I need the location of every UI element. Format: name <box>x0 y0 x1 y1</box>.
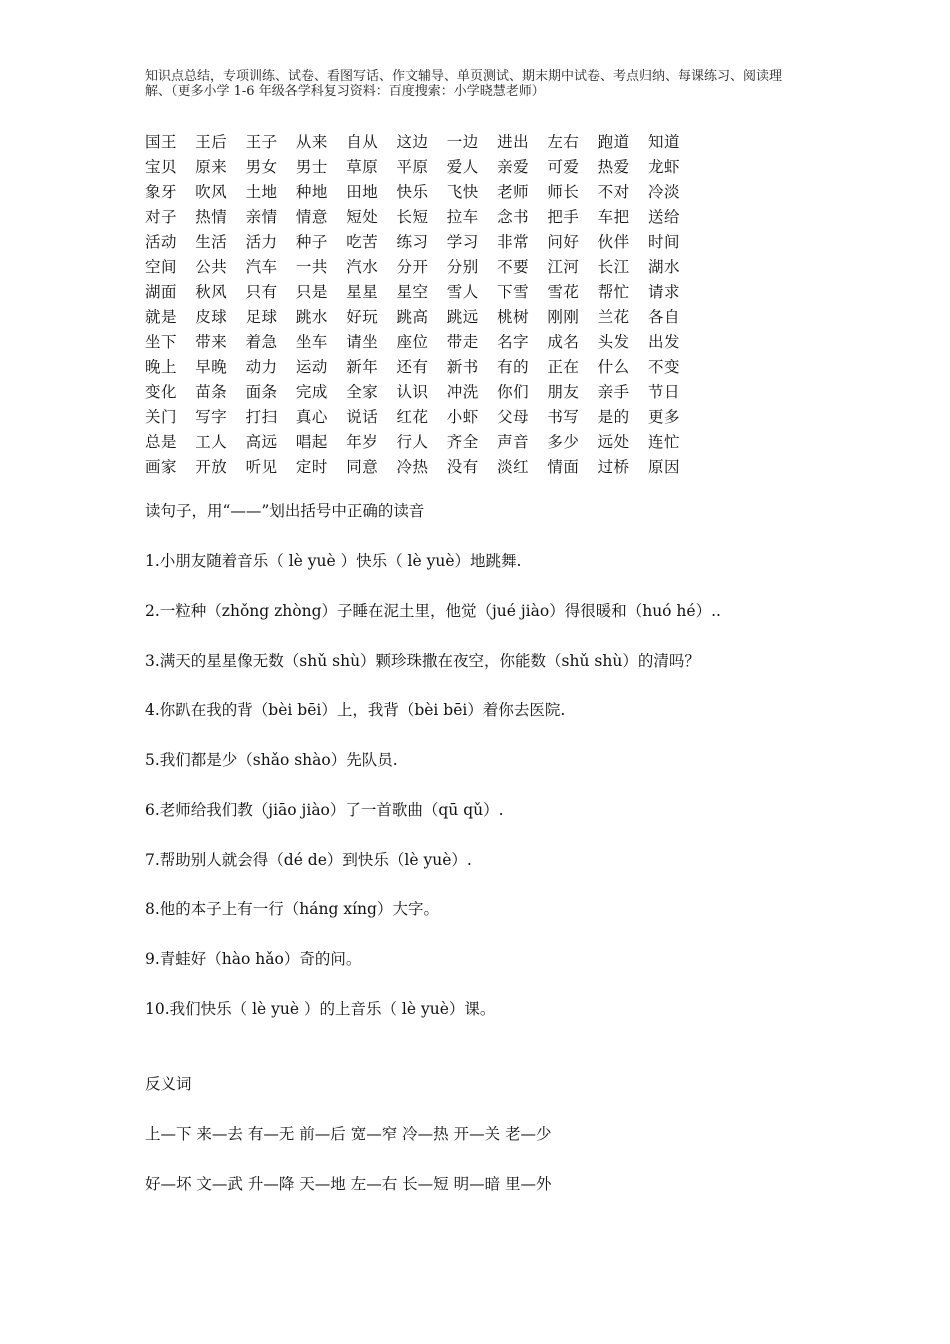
vocabulary-word: 车把 <box>597 207 630 226</box>
section-title-pronunciation: 读句子，用“——”划出括号中正确的读音 <box>145 502 425 520</box>
vocabulary-word: 工人 <box>195 432 228 451</box>
vocabulary-word: 朋友 <box>547 382 580 401</box>
vocabulary-word: 进出 <box>497 132 530 151</box>
vocabulary-word: 请求 <box>647 282 680 301</box>
vocabulary-word: 头发 <box>597 332 630 351</box>
vocabulary-word: 田地 <box>346 182 379 201</box>
vocabulary-word: 左右 <box>547 132 580 151</box>
vocabulary-word: 种子 <box>295 232 328 251</box>
vocabulary-word: 宝贝 <box>145 157 178 176</box>
vocabulary-word: 象牙 <box>145 182 178 201</box>
word-row <box>145 178 705 203</box>
vocabulary-word: 男士 <box>295 157 328 176</box>
vocabulary-word: 知道 <box>647 132 680 151</box>
vocabulary-word: 只有 <box>245 282 278 301</box>
vocabulary-word: 不要 <box>497 257 530 276</box>
vocabulary-word: 写字 <box>195 407 228 426</box>
vocabulary-word: 声音 <box>497 432 530 451</box>
word-row <box>145 128 705 153</box>
vocabulary-word: 一共 <box>295 257 328 276</box>
vocabulary-word: 连忙 <box>647 432 680 451</box>
vocabulary-word: 冷淡 <box>647 182 680 201</box>
vocabulary-word: 可爱 <box>547 157 580 176</box>
vocabulary-word: 平原 <box>396 157 429 176</box>
antonym-line: 好—坏 文—武 升—降 天—地 左—右 长—短 明—暗 里—外 <box>145 1175 552 1193</box>
vocabulary-word: 动力 <box>245 357 278 376</box>
vocabulary-word: 齐全 <box>446 432 479 451</box>
vocabulary-word: 男女 <box>245 157 278 176</box>
vocabulary-word: 成名 <box>547 332 580 351</box>
vocabulary-word: 过桥 <box>597 457 630 476</box>
vocabulary-word: 多少 <box>547 432 580 451</box>
vocabulary-word: 分别 <box>446 257 479 276</box>
vocabulary-word: 书写 <box>547 407 580 426</box>
vocabulary-word: 跳远 <box>446 307 479 326</box>
vocabulary-word: 是的 <box>597 407 630 426</box>
vocabulary-word: 非常 <box>497 232 530 251</box>
vocabulary-word: 这边 <box>396 132 429 151</box>
vocabulary-word: 定时 <box>295 457 328 476</box>
vocabulary-word: 晚上 <box>145 357 178 376</box>
vocabulary-word: 亲情 <box>245 207 278 226</box>
vocabulary-word: 土地 <box>245 182 278 201</box>
vocabulary-word: 开放 <box>195 457 228 476</box>
vocabulary-word: 念书 <box>497 207 530 226</box>
vocabulary-word: 面条 <box>245 382 278 401</box>
vocabulary-word: 自从 <box>346 132 379 151</box>
vocabulary-word: 跳水 <box>295 307 328 326</box>
vocabulary-word: 把手 <box>547 207 580 226</box>
word-row <box>145 278 705 303</box>
vocabulary-word: 情意 <box>295 207 328 226</box>
vocabulary-word: 王后 <box>195 132 228 151</box>
vocabulary-word: 冷热 <box>396 457 429 476</box>
sentence-item: 5.我们都是少（shǎo shào）先队员. <box>145 751 398 769</box>
vocabulary-word: 生活 <box>195 232 228 251</box>
vocabulary-word: 种地 <box>295 182 328 201</box>
vocabulary-word: 好玩 <box>346 307 379 326</box>
sentence-item: 1.小朋友随着音乐（ lè yuè ）快乐（ lè yuè）地跳舞. <box>145 552 522 570</box>
vocabulary-word: 伙伴 <box>597 232 630 251</box>
vocabulary-word: 苗条 <box>195 382 228 401</box>
vocabulary-word: 同意 <box>346 457 379 476</box>
vocabulary-word: 坐车 <box>295 332 328 351</box>
vocabulary-word: 问好 <box>547 232 580 251</box>
vocabulary-word: 送给 <box>647 207 680 226</box>
vocabulary-word: 王子 <box>245 132 278 151</box>
vocabulary-word: 长江 <box>597 257 630 276</box>
vocabulary-word: 热情 <box>195 207 228 226</box>
vocabulary-word: 小虾 <box>446 407 479 426</box>
vocabulary-word: 带走 <box>446 332 479 351</box>
vocabulary-word: 汽水 <box>346 257 379 276</box>
vocabulary-word: 淡红 <box>497 457 530 476</box>
word-row <box>145 253 705 278</box>
vocabulary-word: 刚刚 <box>547 307 580 326</box>
vocabulary-word: 年岁 <box>346 432 379 451</box>
vocabulary-word: 草原 <box>346 157 379 176</box>
vocabulary-word: 帮忙 <box>597 282 630 301</box>
word-row <box>145 228 705 253</box>
word-row <box>145 203 705 228</box>
sentence-item: 6.老师给我们教（jiāo jiào）了一首歌曲（qū qǔ）. <box>145 801 504 819</box>
sentence-item: 9.青蛙好（hào hǎo）奇的问。 <box>145 950 362 968</box>
vocabulary-word: 新年 <box>346 357 379 376</box>
vocabulary-word: 红花 <box>396 407 429 426</box>
vocabulary-word: 跑道 <box>597 132 630 151</box>
vocabulary-word: 雪花 <box>547 282 580 301</box>
vocabulary-word: 长短 <box>396 207 429 226</box>
vocabulary-word: 跳高 <box>396 307 429 326</box>
vocabulary-word: 真心 <box>295 407 328 426</box>
vocabulary-word: 运动 <box>295 357 328 376</box>
vocabulary-word: 名字 <box>497 332 530 351</box>
vocabulary-word: 原来 <box>195 157 228 176</box>
vocabulary-word: 爱人 <box>446 157 479 176</box>
sentence-item: 3.满天的星星像无数（shǔ shù）颗珍珠撒在夜空，你能数（shǔ shù）的清吗？ <box>145 652 700 670</box>
vocabulary-word: 打扫 <box>245 407 278 426</box>
vocabulary-word: 星星 <box>346 282 379 301</box>
vocabulary-word: 秋风 <box>195 282 228 301</box>
vocabulary-word: 早晚 <box>195 357 228 376</box>
vocabulary-word: 正在 <box>547 357 580 376</box>
vocabulary-word: 带来 <box>195 332 228 351</box>
word-row <box>145 403 705 428</box>
vocabulary-word: 热爱 <box>597 157 630 176</box>
word-row <box>145 153 705 178</box>
header-line-1: 知识点总结，专项训练、试卷、看图写话、作文辅导、单页测试、期末期中试卷、考点归纳、每课练习、阅读理 <box>145 69 783 84</box>
vocabulary-word: 听见 <box>245 457 278 476</box>
vocabulary-word: 活动 <box>145 232 178 251</box>
vocabulary-word: 新书 <box>446 357 479 376</box>
vocabulary-word: 行人 <box>396 432 429 451</box>
sentence-item: 4.你趴在我的背（bèi bēi）上，我背（bèi bēi）着你去医院. <box>145 701 566 719</box>
vocabulary-word: 一边 <box>446 132 479 151</box>
sentence-item: 8.他的本子上有一行（háng xíng）大字。 <box>145 900 439 918</box>
vocabulary-word: 从来 <box>295 132 328 151</box>
word-row <box>145 353 705 378</box>
vocabulary-word: 各自 <box>647 307 680 326</box>
vocabulary-word: 国王 <box>145 132 178 151</box>
vocabulary-word: 飞快 <box>446 182 479 201</box>
vocabulary-word: 江河 <box>547 257 580 276</box>
vocabulary-word: 就是 <box>145 307 178 326</box>
vocabulary-word: 出发 <box>647 332 680 351</box>
vocabulary-word: 皮球 <box>195 307 228 326</box>
vocabulary-word: 活力 <box>245 232 278 251</box>
vocabulary-word: 湖面 <box>145 282 178 301</box>
vocabulary-word: 变化 <box>145 382 178 401</box>
vocabulary-word: 总是 <box>145 432 178 451</box>
vocabulary-word: 完成 <box>295 382 328 401</box>
vocabulary-word: 关门 <box>145 407 178 426</box>
vocabulary-word: 学习 <box>446 232 479 251</box>
vocabulary-word: 更多 <box>647 407 680 426</box>
vocabulary-word: 公共 <box>195 257 228 276</box>
vocabulary-word: 你们 <box>497 382 530 401</box>
vocabulary-word: 请坐 <box>346 332 379 351</box>
vocabulary-word: 短处 <box>346 207 379 226</box>
vocabulary-word: 还有 <box>396 357 429 376</box>
word-row <box>145 303 705 328</box>
sentence-item: 2.一粒种（zhǒng zhòng）子睡在泥土里，他觉（jué jiào）得很暖和（huó hé）.. <box>145 602 721 620</box>
vocabulary-word: 桃树 <box>497 307 530 326</box>
vocabulary-word: 星空 <box>396 282 429 301</box>
vocabulary-word: 亲爱 <box>497 157 530 176</box>
section-title-antonyms: 反义词 <box>145 1075 192 1093</box>
word-row <box>145 428 705 453</box>
vocabulary-word: 练习 <box>396 232 429 251</box>
word-row <box>145 378 705 403</box>
vocabulary-word: 情面 <box>547 457 580 476</box>
page-header <box>145 69 815 99</box>
vocabulary-word: 远处 <box>597 432 630 451</box>
vocabulary-word: 什么 <box>597 357 630 376</box>
word-row <box>145 453 705 478</box>
vocabulary-word: 不变 <box>647 357 680 376</box>
vocabulary-word: 画家 <box>145 457 178 476</box>
vocabulary-word: 湖水 <box>647 257 680 276</box>
vocabulary-word: 说话 <box>346 407 379 426</box>
vocabulary-word: 龙虾 <box>647 157 680 176</box>
vocabulary-word: 老师 <box>497 182 530 201</box>
vocabulary-word: 只是 <box>295 282 328 301</box>
vocabulary-word-grid <box>145 128 705 478</box>
vocabulary-word: 认识 <box>396 382 429 401</box>
vocabulary-word: 快乐 <box>396 182 429 201</box>
vocabulary-word: 节日 <box>647 382 680 401</box>
vocabulary-word: 吃苦 <box>346 232 379 251</box>
vocabulary-word: 吹风 <box>195 182 228 201</box>
vocabulary-word: 雪人 <box>446 282 479 301</box>
vocabulary-word: 兰花 <box>597 307 630 326</box>
vocabulary-word: 师长 <box>547 182 580 201</box>
vocabulary-word: 空间 <box>145 257 178 276</box>
vocabulary-word: 亲手 <box>597 382 630 401</box>
vocabulary-word: 冲洗 <box>446 382 479 401</box>
vocabulary-word: 下雪 <box>497 282 530 301</box>
vocabulary-word: 父母 <box>497 407 530 426</box>
vocabulary-word: 原因 <box>647 457 680 476</box>
vocabulary-word: 足球 <box>245 307 278 326</box>
vocabulary-word: 座位 <box>396 332 429 351</box>
vocabulary-word: 全家 <box>346 382 379 401</box>
vocabulary-word: 坐下 <box>145 332 178 351</box>
vocabulary-word: 时间 <box>647 232 680 251</box>
vocabulary-word: 汽车 <box>245 257 278 276</box>
word-row <box>145 328 705 353</box>
sentence-item: 7.帮助别人就会得（dé de）到快乐（lè yuè）. <box>145 851 472 869</box>
vocabulary-word: 唱起 <box>295 432 328 451</box>
vocabulary-word: 拉车 <box>446 207 479 226</box>
antonym-line: 上—下 来—去 有—无 前—后 宽—窄 冷—热 开—关 老—少 <box>145 1125 552 1143</box>
header-line-2: 解、（更多小学 1-6 年级各学科复习资料：百度搜索：小学晓慧老师） <box>145 84 545 99</box>
vocabulary-word: 有的 <box>497 357 530 376</box>
vocabulary-word: 高远 <box>245 432 278 451</box>
vocabulary-word: 不对 <box>597 182 630 201</box>
sentence-item: 10.我们快乐（ lè yuè ）的上音乐（ lè yuè）课。 <box>145 1000 496 1018</box>
vocabulary-word: 对子 <box>145 207 178 226</box>
vocabulary-word: 分开 <box>396 257 429 276</box>
vocabulary-word: 着急 <box>245 332 278 351</box>
vocabulary-word: 没有 <box>446 457 479 476</box>
